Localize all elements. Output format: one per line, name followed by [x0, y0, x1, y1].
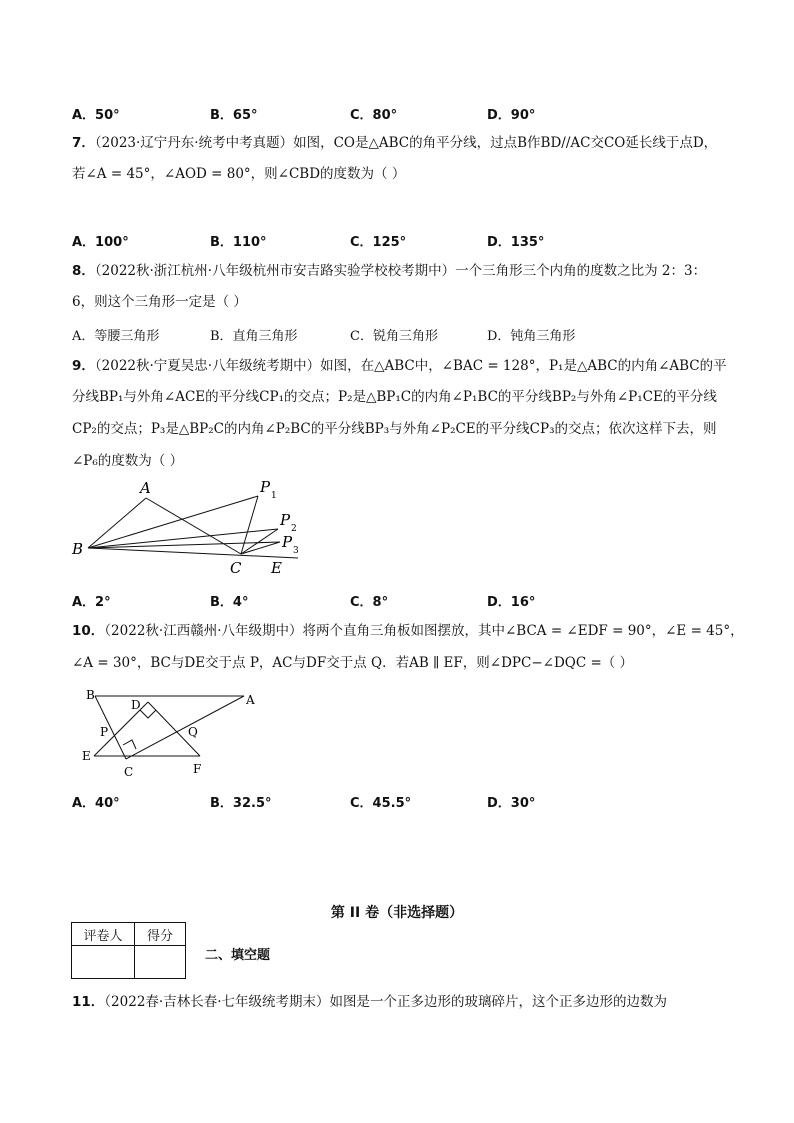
q6-option-b: B．65° [210, 108, 258, 123]
q10-option-c: C．45.5° [350, 796, 412, 811]
q9-label-p2: P [280, 511, 291, 529]
q11-number: 11． [72, 994, 105, 1010]
q10-label-c: C [124, 765, 134, 779]
q10-stem-line2: ∠A = 30°，BC与DE交于点 P，AC与DF交于点 Q．若AB ∥ EF，则∠DPC−∠DQC =（ ） [72, 655, 634, 671]
q8-stem-line2: 6，则这个三角形一定是（ ） [72, 294, 247, 310]
q7-stem-line2: 若∠A = 45°，∠AOD = 80°，则∠CBD的度数为（ ） [72, 166, 406, 182]
q9-label-p3: P [282, 533, 293, 551]
q9-text-1: （2022秋·宁夏吴忠·八年级统考期中）如图，在△ABC中，∠BAC = 128°，P₁是△ABC的内角∠ABC的平 [94, 358, 727, 374]
q11-text-1: （2022春·吉林长春·七年级统考期末）如图是一个正多边形的玻璃碎片，这个正多边形的边数为 [104, 994, 667, 1010]
q10-label-a: A [246, 693, 255, 707]
q10-label-f: F [193, 762, 202, 776]
q7-number: 7． [72, 135, 95, 151]
q9-label-e: E [271, 559, 282, 577]
q9-label-p1: P [260, 478, 271, 496]
q9-label-p3-sub: 3 [293, 546, 299, 556]
q6-option-c: C．80° [350, 108, 398, 123]
score-table-score-cell [135, 946, 186, 979]
q10-label-q: Q [188, 725, 198, 739]
q10-figure [78, 684, 268, 784]
q10-option-a: A．40° [72, 796, 120, 811]
q10-text-1: （2022秋·江西赣州·八年级期中）将两个直角三角板如图摆放，其中∠BCA = ∠EDF = 90°，∠E = 45°， [104, 623, 744, 639]
q9-option-b: B．4° [210, 595, 249, 610]
q8-number: 8． [72, 263, 95, 279]
q8-option-a: A．等腰三角形 [72, 329, 160, 344]
q7-option-b: B．110° [210, 235, 267, 250]
q10-number: 10． [72, 623, 105, 639]
q9-label-a: A [140, 479, 151, 497]
q7-option-c: C．125° [350, 235, 407, 250]
q7-stem-line1 [72, 133, 717, 153]
q7-option-a: A．100° [72, 235, 129, 250]
q10-label-p: P [100, 725, 109, 739]
q9-option-d: D．16° [487, 595, 536, 610]
q10-option-d: D．30° [487, 796, 536, 811]
q9-option-a: A．2° [72, 595, 111, 610]
q10-label-e: E [82, 749, 91, 763]
q8-option-b: B．直角三角形 [210, 329, 298, 344]
q9-label-b: B [72, 540, 84, 558]
score-table [71, 922, 186, 979]
q9-stem-line2: 分线BP₁与外角∠ACE的平分线CP₁的交点；P₂是△BP₁C的内角∠P₁BC的平分线BP₂与外角∠P₁CE的平分线 [72, 389, 717, 405]
score-table-reviewer-cell [72, 946, 135, 979]
q9-label-p2-sub: 2 [291, 524, 297, 534]
q9-stem-line1 [72, 356, 727, 376]
part2-title: 第 II 卷（非选择题） [330, 905, 464, 921]
q6-option-d: D．90° [487, 108, 536, 123]
score-table-reviewer-header: 评卷人 [72, 923, 135, 946]
q8-option-c: C．锐角三角形 [350, 329, 438, 344]
q7-option-d: D．135° [487, 235, 545, 250]
q7-text-1: （2023·辽宁丹东·统考中考真题）如图，CO是△ABC的角平分线，过点B作BD//AC交CO延长线于点D， [94, 135, 718, 151]
q10-label-b: B [86, 688, 95, 702]
q9-figure [66, 476, 326, 584]
q10-stem-line1 [72, 621, 744, 641]
q9-number: 9． [72, 358, 95, 374]
q9-option-c: C．8° [350, 595, 389, 610]
q9-stem-line3: CP₂的交点；P₃是△BP₂C的内角∠P₂BC的平分线BP₃与外角∠P₂CE的平分线CP₃的交点；依次这样下去，则 [72, 421, 717, 437]
q10-label-d: D [131, 698, 141, 712]
section-fill-in-title: 二、填空题 [205, 948, 271, 963]
q8-text-1: （2022秋·浙江杭州·八年级杭州市安吉路实验学校校考期中）一个三角形三个内角的度数之比为 2：3： [94, 263, 707, 279]
q8-stem-line1 [72, 261, 706, 281]
q9-label-p1-sub: 1 [271, 491, 277, 501]
q9-label-c: C [230, 559, 242, 577]
score-table-score-header: 得分 [135, 923, 186, 946]
q6-option-a: A．50° [72, 108, 120, 123]
q9-stem-line4: ∠P₆的度数为（ ） [72, 453, 184, 469]
q8-option-d: D．钝角三角形 [487, 329, 576, 344]
q11-stem-line1 [72, 992, 667, 1012]
q10-option-b: B．32.5° [210, 796, 272, 811]
